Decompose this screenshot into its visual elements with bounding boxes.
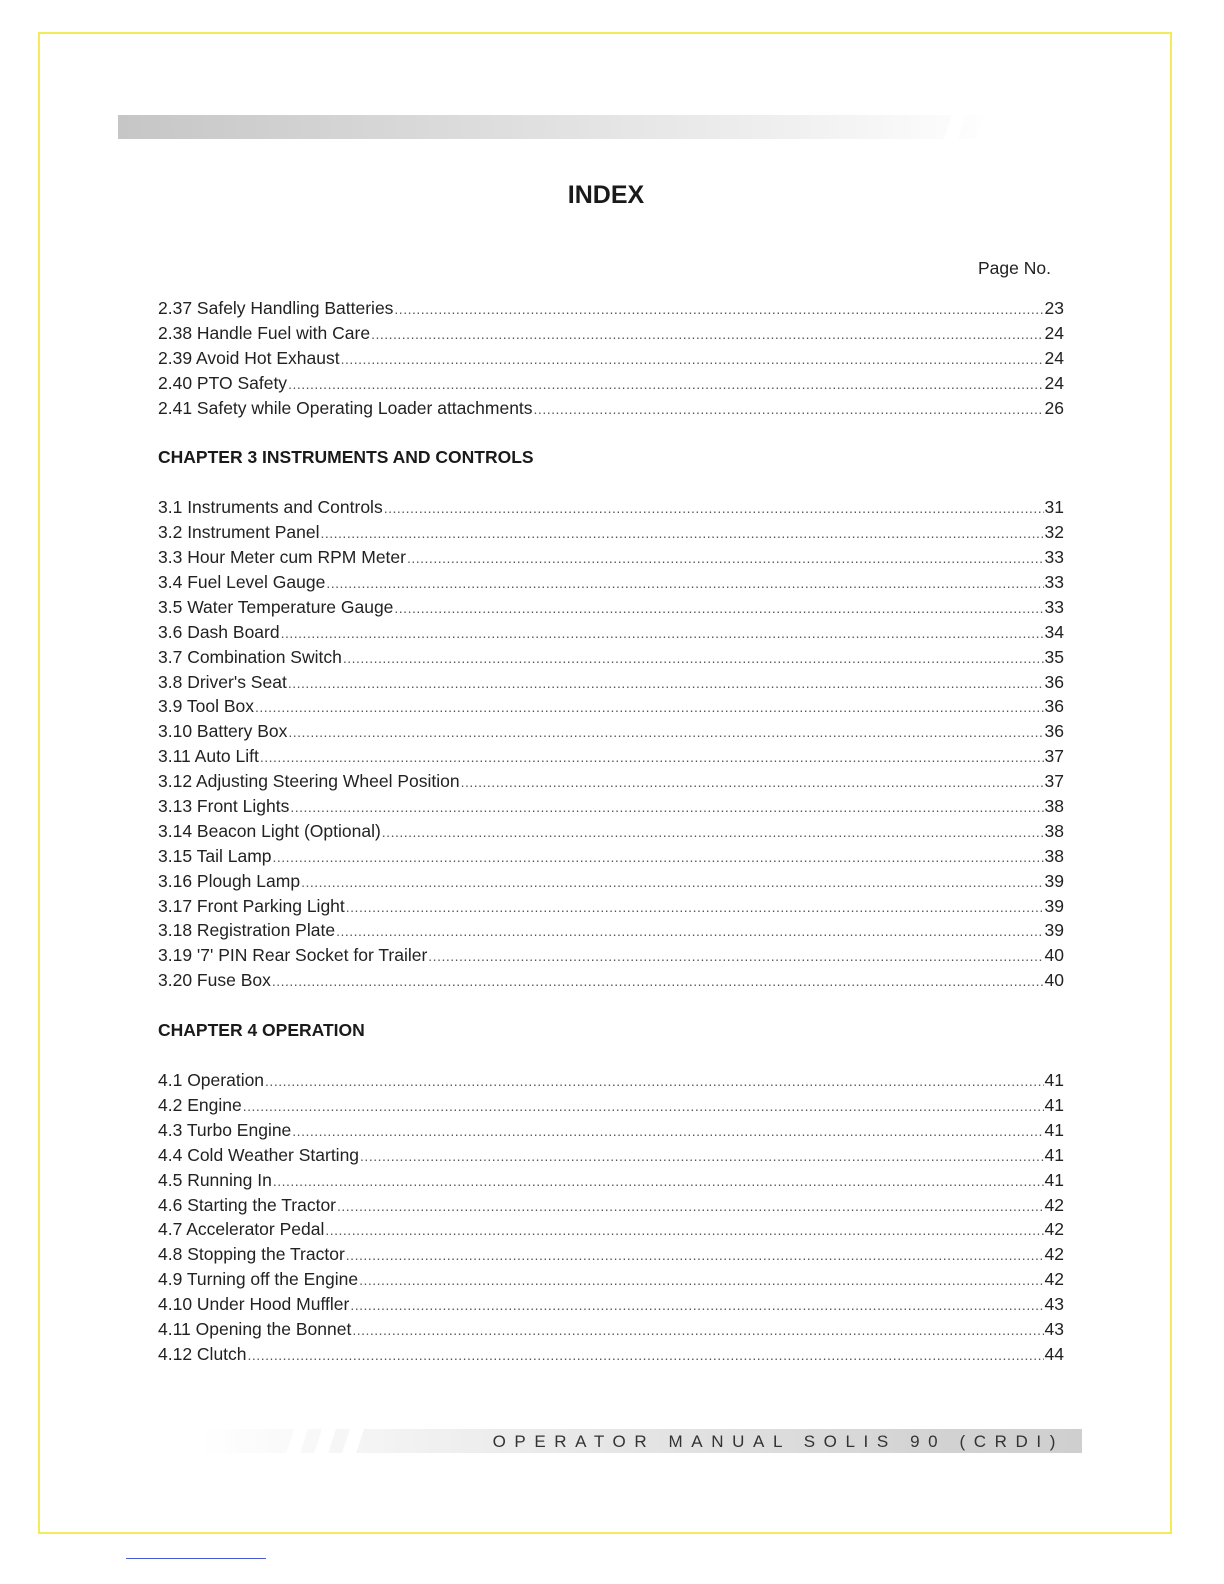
toc-leader-dots: [407, 546, 1044, 571]
toc-entry-label: 4.7 Accelerator Pedal: [158, 1219, 325, 1240]
toc-entry-label: 3.10 Battery Box: [158, 721, 288, 742]
toc-entry-page: 33: [1044, 572, 1064, 593]
toc-leader-dots: [288, 372, 1043, 397]
toc-entry-page: 38: [1044, 796, 1064, 817]
toc-entry-page: 31: [1044, 497, 1064, 518]
toc-entry[interactable]: [158, 1342, 1064, 1367]
toc-entry[interactable]: [158, 744, 1064, 769]
toc-entry-page: 42: [1044, 1244, 1064, 1265]
toc-leader-dots: [325, 1218, 1043, 1243]
toc-entry-label: 3.1 Instruments and Controls: [158, 497, 383, 518]
toc-entry-label: 4.10 Under Hood Muffler: [158, 1294, 350, 1315]
toc-entry-label: 3.4 Fuel Level Gauge: [158, 572, 326, 593]
toc-leader-dots: [273, 845, 1044, 870]
toc-entry-page: 26: [1044, 397, 1064, 418]
toc-entry-label: 3.11 Auto Lift: [158, 746, 259, 767]
toc-leader-dots: [346, 895, 1044, 920]
toc-entry-page: 42: [1044, 1219, 1064, 1240]
toc-entry[interactable]: [158, 1093, 1064, 1118]
toc-entry-label: 3.17 Front Parking Light: [158, 895, 345, 916]
toc-entry-page: 37: [1044, 746, 1064, 767]
toc-entry-label: 3.3 Hour Meter cum RPM Meter: [158, 547, 406, 568]
toc-entry-label: 3.14 Beacon Light (Optional): [158, 820, 381, 841]
toc-entry[interactable]: [158, 1242, 1064, 1267]
toc-entry-label: 4.6 Starting the Tractor: [158, 1194, 337, 1215]
toc-leader-dots: [371, 322, 1043, 347]
chapter-heading: CHAPTER 4 OPERATION: [158, 1020, 365, 1041]
toc-entry-label: 2.41 Safety while Operating Loader attachments: [158, 397, 533, 418]
toc-entry-label: 3.15 Tail Lamp: [158, 845, 272, 866]
page-title: INDEX: [567, 181, 645, 209]
toc-leader-dots: [272, 969, 1044, 994]
toc-entry-page: 44: [1044, 1343, 1064, 1364]
toc-entry[interactable]: [158, 918, 1064, 943]
toc-entry-page: 36: [1044, 671, 1064, 692]
toc-entry-page: 41: [1044, 1070, 1064, 1091]
toc-entry-label: 4.8 Stopping the Tractor: [158, 1244, 345, 1265]
toc-leader-dots: [337, 1194, 1044, 1219]
toc-entry-label: 3.12 Adjusting Steering Wheel Position: [158, 771, 460, 792]
toc-leader-dots: [350, 1293, 1043, 1318]
page-no-label: Page No.: [978, 258, 1051, 278]
toc-entry-page: 43: [1044, 1318, 1064, 1339]
toc-entry-label: 4.2 Engine: [158, 1094, 242, 1115]
footer-band-slash: [286, 1429, 308, 1453]
section-spacer: [158, 1043, 1064, 1068]
toc-entry[interactable]: [158, 1118, 1064, 1143]
toc-leader-dots: [346, 1243, 1044, 1268]
toc-entry[interactable]: [158, 346, 1064, 371]
toc-entry-page: 32: [1044, 522, 1064, 543]
toc-leader-dots: [273, 1169, 1044, 1194]
toc-leader-dots: [255, 695, 1044, 720]
toc-entry-label: 4.1 Operation: [158, 1070, 265, 1091]
toc-leader-dots: [326, 571, 1043, 596]
link-underline: [126, 1558, 266, 1559]
toc-entry-page: 41: [1044, 1119, 1064, 1140]
toc-entry-page: 39: [1044, 895, 1064, 916]
section-spacer: [158, 993, 1064, 1018]
toc-entry-page: 36: [1044, 696, 1064, 717]
toc-entry-page: 24: [1044, 322, 1064, 343]
toc-entry[interactable]: [158, 670, 1064, 695]
toc-entry[interactable]: [158, 1143, 1064, 1168]
toc-entry[interactable]: [158, 794, 1064, 819]
toc-leader-dots: [343, 646, 1044, 671]
toc-entry-page: 24: [1044, 347, 1064, 368]
toc-entry-page: 42: [1044, 1269, 1064, 1290]
header-band: [118, 115, 998, 139]
toc-entry-label: 3.20 Fuse Box: [158, 970, 271, 991]
toc-leader-dots: [336, 919, 1043, 944]
toc-leader-dots: [394, 596, 1043, 621]
toc-leader-dots: [359, 1268, 1043, 1293]
toc-entry-page: 23: [1044, 298, 1064, 318]
toc-entry-label: 3.7 Combination Switch: [158, 646, 342, 667]
toc-entry-page: 39: [1044, 920, 1064, 941]
toc-leader-dots: [352, 1318, 1043, 1343]
header-band-slash: [944, 115, 966, 139]
toc-entry-page: 34: [1044, 621, 1064, 642]
toc-entry-page: 38: [1044, 845, 1064, 866]
toc-leader-dots: [292, 1119, 1043, 1144]
toc-entry-label: 3.9 Tool Box: [158, 696, 254, 717]
toc-entry-label: 2.40 PTO Safety: [158, 372, 288, 393]
footer-band-slash: [314, 1429, 336, 1453]
toc-entry[interactable]: [158, 1068, 1064, 1093]
toc-leader-dots: [382, 820, 1044, 845]
toc-leader-dots: [243, 1094, 1044, 1119]
toc-entry[interactable]: [158, 645, 1064, 670]
toc-entry[interactable]: [158, 943, 1064, 968]
toc-entry-page: 35: [1044, 646, 1064, 667]
toc-entry[interactable]: [158, 694, 1064, 719]
toc-leader-dots: [301, 870, 1043, 895]
chapter-heading: CHAPTER 3 INSTRUMENTS AND CONTROLS: [158, 447, 534, 468]
toc-entry-page: 40: [1044, 945, 1064, 966]
toc-entry-page: 36: [1044, 721, 1064, 742]
toc-entry[interactable]: [158, 495, 1064, 520]
toc-leader-dots: [428, 944, 1043, 969]
toc-entry-label: 3.8 Driver's Seat: [158, 671, 287, 692]
toc-entry[interactable]: [158, 1217, 1064, 1242]
section-spacer: [158, 420, 1064, 445]
toc-leader-dots: [461, 770, 1044, 795]
toc-entry-label: 4.12 Clutch: [158, 1343, 247, 1364]
toc-entry[interactable]: [158, 844, 1064, 869]
toc-entry[interactable]: [158, 819, 1064, 844]
toc-entry-label: 3.6 Dash Board: [158, 621, 280, 642]
toc-entry[interactable]: [158, 296, 1064, 321]
toc-entry-page: 41: [1044, 1094, 1064, 1115]
toc-entry[interactable]: [158, 396, 1064, 421]
toc-entry[interactable]: [158, 371, 1064, 396]
toc-entry[interactable]: [158, 595, 1064, 620]
toc-entry-label: 3.19 '7' PIN Rear Socket for Trailer: [158, 945, 428, 966]
toc-entry[interactable]: [158, 894, 1064, 919]
toc-entry-page: 41: [1044, 1144, 1064, 1165]
toc-entry[interactable]: [158, 321, 1064, 346]
toc-entry[interactable]: [158, 545, 1064, 570]
toc-entry[interactable]: [158, 620, 1064, 645]
toc-entry-page: 42: [1044, 1194, 1064, 1215]
toc-entry[interactable]: [158, 869, 1064, 894]
toc-entry-page: 24: [1044, 372, 1064, 393]
toc-entry-label: 2.37 Safely Handling Batteries: [158, 298, 394, 318]
toc-leader-dots: [290, 795, 1043, 820]
toc-entry[interactable]: [158, 968, 1064, 993]
toc-leader-dots: [248, 1343, 1044, 1368]
toc-entry[interactable]: [158, 520, 1064, 545]
toc-entry-label: 4.5 Running In: [158, 1169, 272, 1190]
footer-band: [200, 1429, 1082, 1453]
toc-leader-dots: [320, 521, 1043, 546]
toc-entry[interactable]: [158, 719, 1064, 744]
header-band-slash: [976, 115, 998, 139]
toc-entry-label: 3.5 Water Temperature Gauge: [158, 596, 394, 617]
toc-entry-label: 3.16 Plough Lamp: [158, 870, 301, 891]
toc-entry-label: 4.9 Turning off the Engine: [158, 1269, 359, 1290]
toc-leader-dots: [394, 297, 1043, 322]
table-of-contents: [158, 296, 1064, 1367]
toc-entry[interactable]: [158, 1168, 1064, 1193]
toc-entry-page: 33: [1044, 547, 1064, 568]
footer-band-slash: [342, 1429, 364, 1453]
section-spacer: [158, 470, 1064, 495]
toc-entry[interactable]: [158, 1317, 1064, 1342]
toc-entry[interactable]: [158, 570, 1064, 595]
toc-entry-page: 33: [1044, 596, 1064, 617]
toc-entry-label: 4.3 Turbo Engine: [158, 1119, 292, 1140]
toc-entry[interactable]: [158, 1193, 1064, 1218]
toc-leader-dots: [265, 1069, 1043, 1094]
toc-entry-label: 2.39 Avoid Hot Exhaust: [158, 347, 340, 368]
toc-entry[interactable]: [158, 1267, 1064, 1292]
toc-entry-label: 3.18 Registration Plate: [158, 920, 336, 941]
toc-leader-dots: [260, 745, 1044, 770]
toc-entry-label: 3.13 Front Lights: [158, 796, 290, 817]
toc-leader-dots: [534, 397, 1044, 422]
toc-entry-page: 37: [1044, 771, 1064, 792]
toc-leader-dots: [360, 1144, 1043, 1169]
toc-leader-dots: [288, 671, 1044, 696]
toc-leader-dots: [281, 621, 1044, 646]
toc-entry-page: 43: [1044, 1294, 1064, 1315]
toc-leader-dots: [384, 496, 1044, 521]
toc-entry-page: 38: [1044, 820, 1064, 841]
toc-entry-label: 4.4 Cold Weather Starting: [158, 1144, 360, 1165]
toc-entry-label: 3.2 Instrument Panel: [158, 522, 320, 543]
toc-entry-label: 4.11 Opening the Bonnet: [158, 1318, 352, 1339]
toc-leader-dots: [288, 720, 1043, 745]
toc-entry[interactable]: [158, 1292, 1064, 1317]
toc-entry[interactable]: [158, 769, 1064, 794]
toc-entry-page: 40: [1044, 970, 1064, 991]
toc-entry-page: 39: [1044, 870, 1064, 891]
toc-leader-dots: [341, 347, 1044, 372]
footer-title: OPERATOR MANUAL SOLIS 90 (CRDI): [492, 1432, 1064, 1451]
toc-entry-page: 41: [1044, 1169, 1064, 1190]
toc-entry-label: 2.38 Handle Fuel with Care: [158, 322, 371, 343]
